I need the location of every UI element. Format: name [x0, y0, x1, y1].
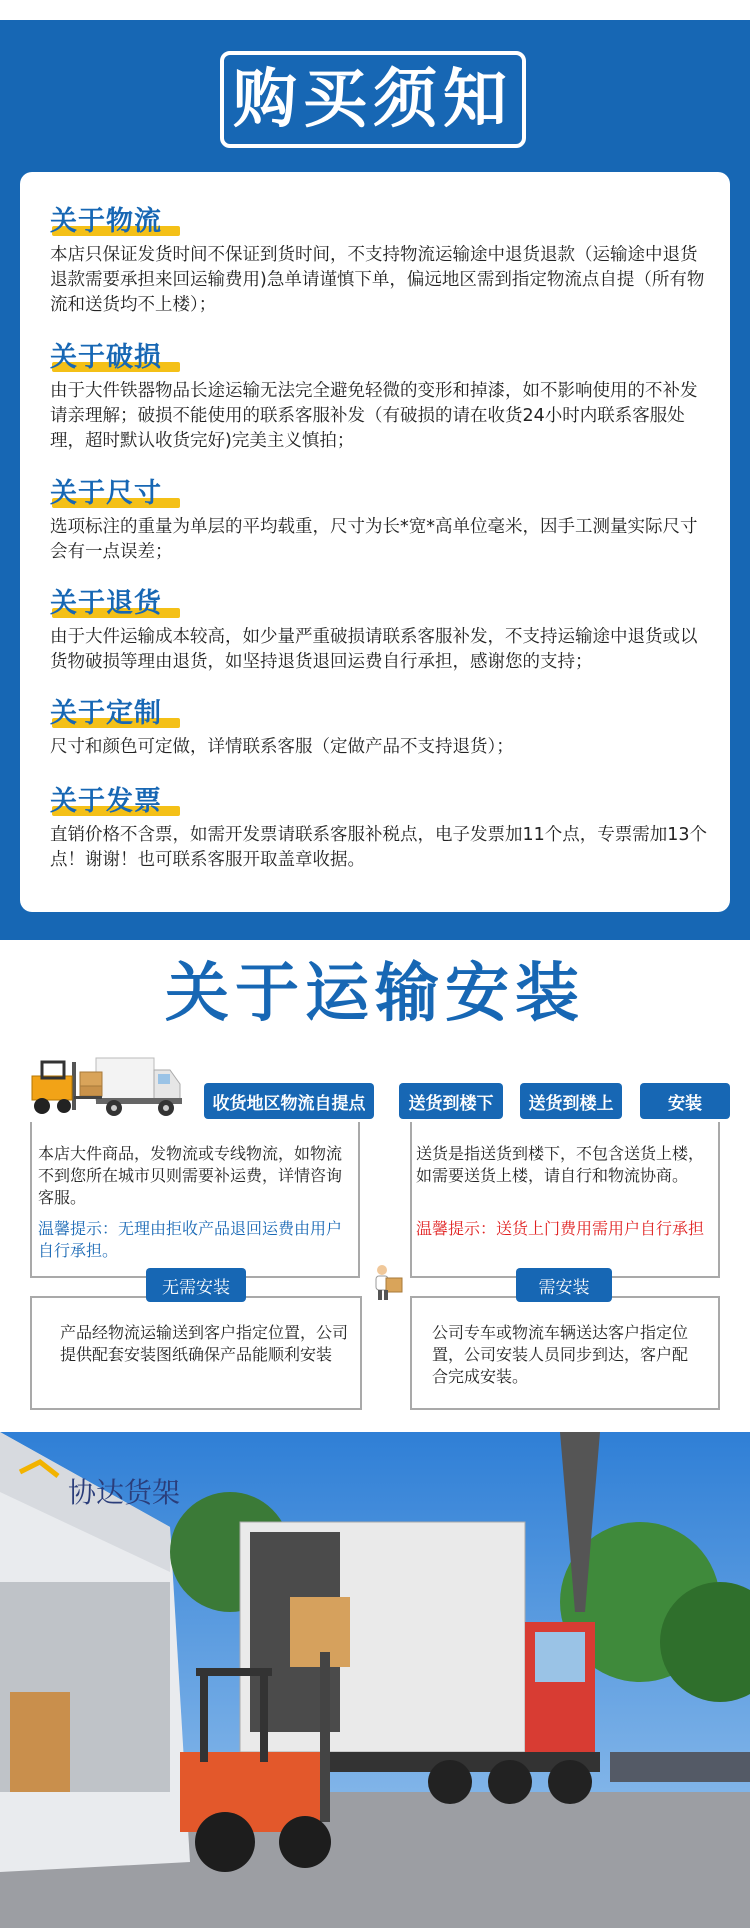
- tag-self-pickup: 收货地区物流自提点: [204, 1083, 374, 1119]
- notice-return: [50, 584, 710, 675]
- delivery-text: 送货是指送货到楼下，不包含送货上楼，如需要送货上楼，请自行和物流协商。: [416, 1144, 705, 1185]
- brand-sign: 协达货架: [68, 1477, 181, 1508]
- notice-body: 直销价格不含票，如需开发票请联系客服补税点，电子发票加11个点，专票需加13个点！谢谢！也可联系客服开取盖章收据。: [50, 825, 708, 870]
- notice-card: [20, 172, 730, 912]
- notice-heading: 关于退货: [50, 584, 162, 624]
- notice-heading: 关于尺寸: [50, 474, 162, 514]
- notice-logistics: [50, 202, 710, 318]
- notice-body: 由于大件运输成本较高，如少量严重破损请联系客服补发，不支持运输途中退货或以货物破损等理由退货，如坚持退货退回运费自行承担，感谢您的支持；: [50, 627, 698, 672]
- notice-damage: [50, 338, 710, 454]
- self-pickup-note: 温馨提示：无理由拒收产品退回运费由用户自行承担。: [38, 1219, 343, 1260]
- self-pickup-text: 本店大件商品，发物流或专线物流，如物流不到您所在城市贝则需要补运费，详情咨询客服。: [38, 1144, 343, 1207]
- no-install-label: 无需安装: [146, 1268, 246, 1302]
- tag-to-upstairs: 送货到楼上: [520, 1083, 622, 1119]
- notice-heading: 关于定制: [50, 694, 162, 734]
- tag-to-downstairs: 送货到楼下: [399, 1083, 503, 1119]
- warehouse-loading-photo: [0, 1432, 750, 1928]
- notice-heading: 关于发票: [50, 782, 162, 822]
- notice-heading: 关于破损: [50, 338, 162, 378]
- notice-body: 选项标注的重量为单层的平均载重，尺寸为长*宽*高单位毫米，因手工测量实际尺寸会有一点误差；: [50, 517, 698, 562]
- notice-invoice: [50, 782, 710, 873]
- courier-box-icon: [368, 1262, 408, 1302]
- delivery-note: 温馨提示：送货上门费用需用户自行承担: [416, 1219, 705, 1238]
- tag-install: 安装: [640, 1083, 730, 1119]
- transport-title: 关于运输安装: [165, 957, 585, 1031]
- notice-heading: 关于物流: [50, 202, 162, 242]
- notice-body: 由于大件铁器物品长途运输无法完全避免轻微的变形和掉漆，如不影响使用的不补发请亲理解；破损不能使用的联系客服补发（有破损的请在收货24小时内联系客服处理，超时默认收货完好)完美主义慎拍；: [50, 381, 698, 451]
- notice-custom: [50, 694, 710, 760]
- need-install-text: 公司专车或物流车辆送达客户指定位置，公司安装人员同步到达，客户配合完成安装。: [432, 1323, 689, 1386]
- need-install-label: 需安装: [516, 1268, 612, 1302]
- truck-forklift-icon: [24, 1052, 184, 1122]
- notice-body: 本店只保证发货时间不保证到货时间，不支持物流运输途中退货退款（运输途中退货退款需要承担来回运输费用)急单请谨慎下单，偏远地区需到指定物流点自提（所有物流和送货均不上楼）；: [50, 245, 705, 315]
- page-title: 购买须知: [233, 62, 513, 137]
- top-strip: [0, 0, 750, 20]
- notice-body: 尺寸和颜色可定做，详情联系客服（定做产品不支持退货）；: [50, 737, 514, 757]
- no-install-text: 产品经物流运输送到客户指定位置，公司提供配套安装图纸确保产品能顺利安装: [60, 1323, 349, 1364]
- title-box: [220, 51, 526, 148]
- notice-size: [50, 474, 710, 565]
